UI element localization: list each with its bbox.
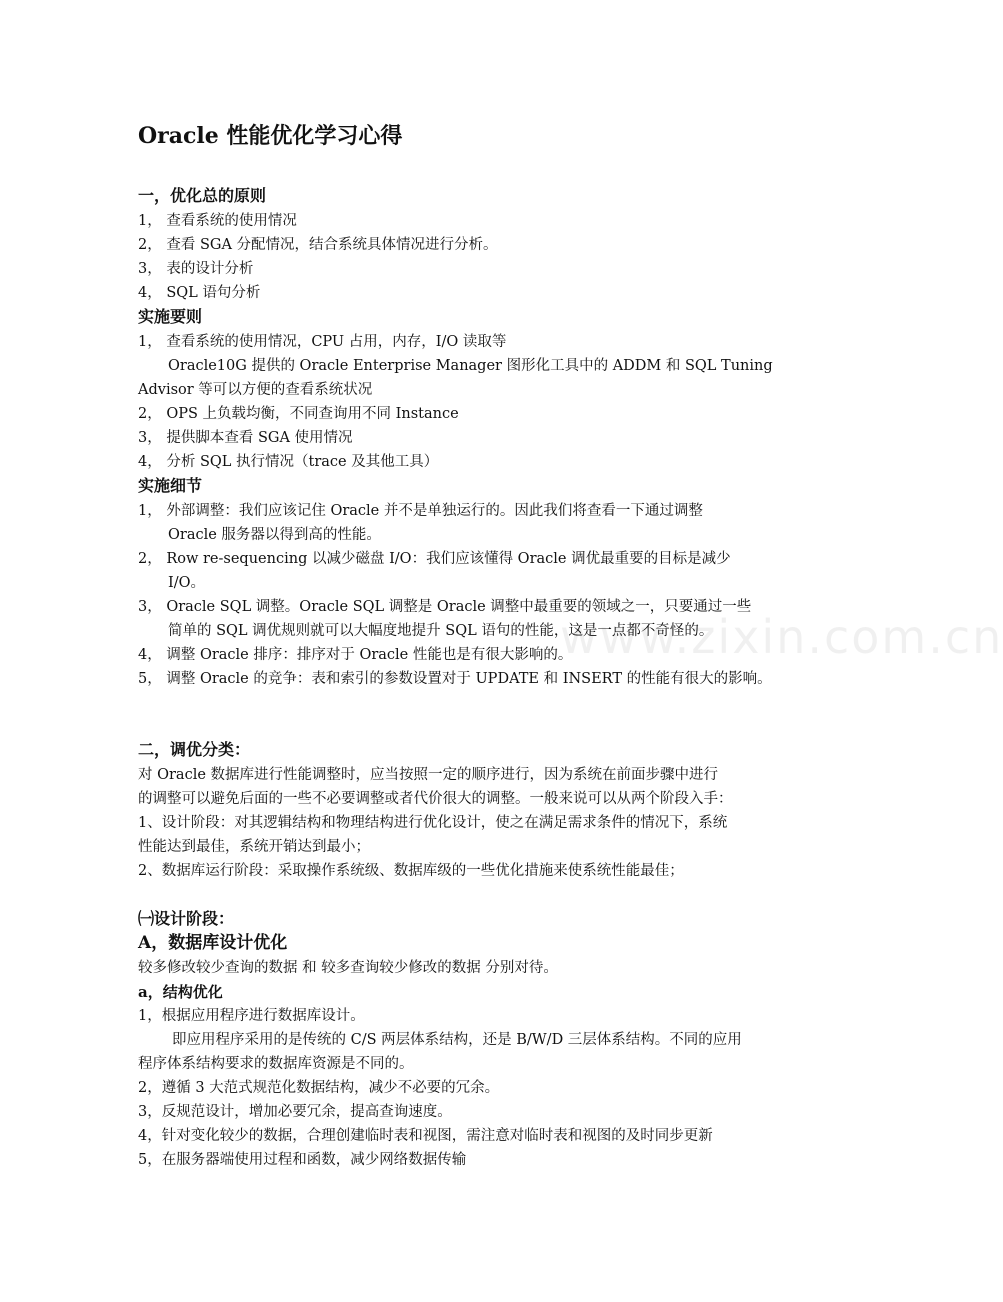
list-item: 1， 查看系统的使用情况，CPU 占用，内存，I/O 读取等 [138, 334, 507, 350]
paragraph-line: 简单的 SQL 调优规则就可以大幅度地提升 SQL 语句的性能，这是一点都不奇怪的。 [168, 623, 714, 639]
subsection-heading: A，数据库设计优化 [138, 933, 288, 953]
section-heading-design-phase: ㈠设计阶段： [138, 909, 235, 928]
list-item: 1， 外部调整：我们应该记住 Oracle 并不是单独运行的。因此我们将查看一下通过调整 [138, 503, 703, 519]
list-item: 1， 查看系统的使用情况 [138, 213, 297, 229]
page-title: Oracle 性能优化学习心得 [138, 123, 403, 149]
list-item: 4， SQL 语句分析 [138, 285, 261, 301]
section-heading-principles: 一，优化总的原则 [138, 186, 267, 205]
paragraph-line: 的调整可以避免后面的一些不必要调整或者代价很大的调整。一般来说可以从两个阶段入手： [138, 791, 733, 807]
list-item: 2， 查看 SGA 分配情况，结合系统具体情况进行分析。 [138, 237, 498, 253]
list-item: 5，在服务器端使用过程和函数，减少网络数据传输 [138, 1152, 467, 1168]
minor-heading: a，结构优化 [138, 983, 223, 1001]
paragraph-line: 性能达到最佳，系统开销达到最小； [138, 839, 370, 855]
paragraph-line: Advisor 等可以方便的查看系统状况 [138, 382, 373, 398]
paragraph-line: 较多修改较少查询的数据 和 较多查询较少修改的数据 分别对待。 [138, 960, 558, 976]
paragraph-line: 对 Oracle 数据库进行性能调整时，应当按照一定的顺序进行，因为系统在前面步骤中进行 [138, 767, 719, 783]
list-item: 2， OPS 上负载均衡，不同查询用不同 Instance [138, 406, 459, 422]
list-item: 1，根据应用程序进行数据库设计。 [138, 1008, 365, 1024]
list-item: 5， 调整 Oracle 的竞争：表和索引的参数设置对于 UPDATE 和 INSERT 的性能有很大的影响。 [138, 671, 772, 687]
paragraph-line: 1、设计阶段：对其逻辑结构和物理结构进行优化设计，使之在满足需求条件的情况下，系统 [138, 815, 728, 831]
list-item: 3， 表的设计分析 [138, 261, 254, 277]
paragraph-line: Oracle10G 提供的 Oracle Enterprise Manager 图形化工具中的 ADDM 和 SQL Tuning [168, 358, 773, 374]
paragraph-line: 程序体系结构要求的数据库资源是不同的。 [138, 1056, 414, 1072]
list-item: 3，反规范设计，增加必要冗余，提高查询速度。 [138, 1104, 452, 1120]
list-item: 2， Row re-sequencing 以减少磁盘 I/O：我们应该懂得 Oracle 调优最重要的目标是减少 [138, 551, 731, 567]
list-item: 3， Oracle SQL 调整。Oracle SQL 调整是 Oracle 调整中最重要的领域之一，只要通过一些 [138, 599, 752, 615]
paragraph-line: Oracle 服务器以得到高的性能。 [168, 527, 381, 543]
section-heading-rules: 实施要则 [138, 307, 203, 326]
list-item: 3， 提供脚本查看 SGA 使用情况 [138, 430, 353, 446]
paragraph-line: 2、数据库运行阶段：采取操作系统级、数据库级的一些优化措施来使系统性能最佳； [138, 863, 684, 879]
list-item: 4，针对变化较少的数据，合理创建临时表和视图，需注意对临时表和视图的及时同步更新 [138, 1128, 713, 1144]
section-heading-details: 实施细节 [138, 476, 203, 495]
watermark: www.zixin.com.cn [560, 610, 1003, 664]
paragraph-line: 即应用程序采用的是传统的 C/S 两层体系结构，还是 B/W/D 三层体系结构。不同的应用 [172, 1032, 742, 1048]
list-item: 4， 分析 SQL 执行情况（trace 及其他工具） [138, 454, 439, 470]
list-item: 4， 调整 Oracle 排序：排序对于 Oracle 性能也是有很大影响的。 [138, 647, 573, 663]
list-item: 2，遵循 3 大范式规范化数据结构，减少不必要的冗余。 [138, 1080, 500, 1096]
section-heading-categories: 二，调优分类： [138, 740, 251, 759]
paragraph-line: I/O。 [168, 575, 206, 591]
